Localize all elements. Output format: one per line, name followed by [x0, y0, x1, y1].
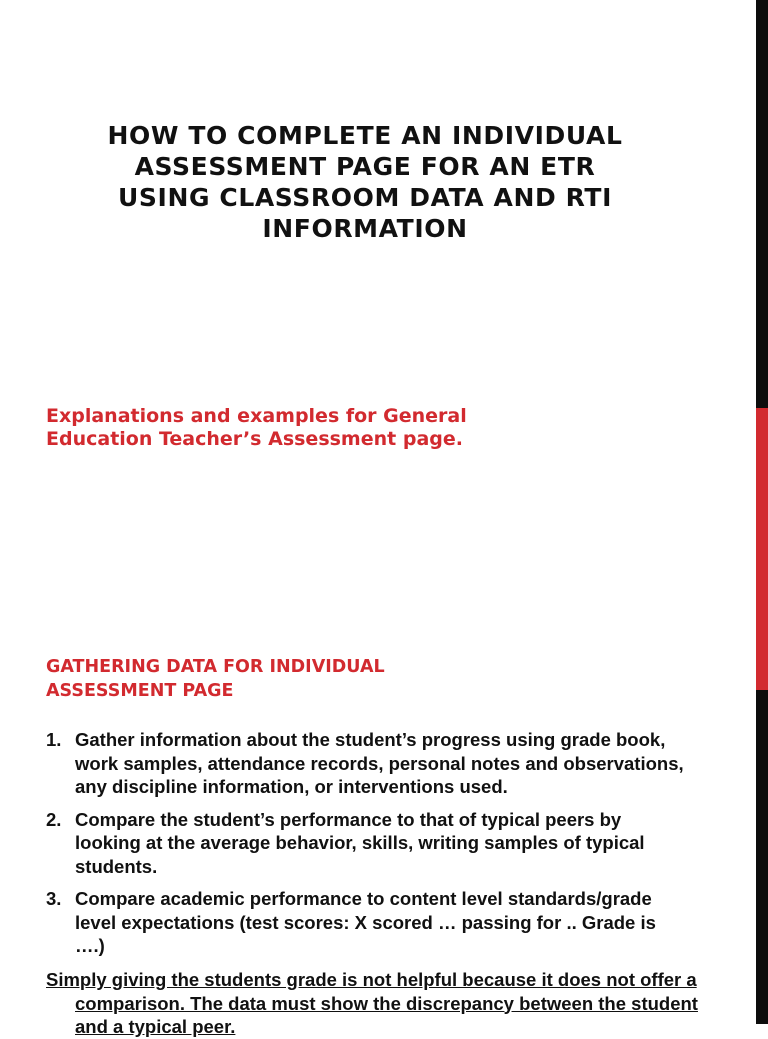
side-accent-bar — [756, 0, 768, 1024]
step-text: Gather information about the student’s progress using grade book, work samples, attendance records, personal notes and observations, any discipline information, or interventions used. — [75, 729, 684, 797]
section-heading: GATHERING DATA FOR INDIVIDUAL ASSESSMENT PAGE — [46, 657, 385, 701]
step-number: 2. — [46, 808, 62, 830]
list-item — [46, 728, 686, 799]
slide-subtitle: Explanations and examples for General Education Teacher’s Assessment page. — [46, 405, 467, 450]
side-bar-black-top — [756, 0, 768, 408]
step-text: Compare the student’s performance to that of typical peers by looking at the average behavior, skills, writing samples of typical students. — [75, 808, 645, 877]
side-bar-black-bottom — [756, 690, 768, 1024]
side-bar-red-middle — [756, 408, 768, 690]
comparison-note: Simply giving the students grade is not helpful because it does not offer a comparison. The data must show the discrepancy between the student and a typical peer. — [46, 969, 698, 1037]
list-item — [46, 887, 686, 958]
step-number: 3. — [46, 888, 62, 909]
slide-title: HOW TO COMPLETE AN INDIVIDUAL ASSESSMENT PAGE FOR AN ETR USING CLASSROOM DATA AND RTI INFORMATION — [107, 121, 623, 243]
list-item — [46, 808, 686, 879]
step-number: 1. — [46, 729, 62, 750]
steps-list — [46, 728, 686, 967]
step-text: Compare academic performance to content level standards/grade level expectations (test scores: X scored … passing for .. Grade is ….) — [75, 888, 656, 956]
